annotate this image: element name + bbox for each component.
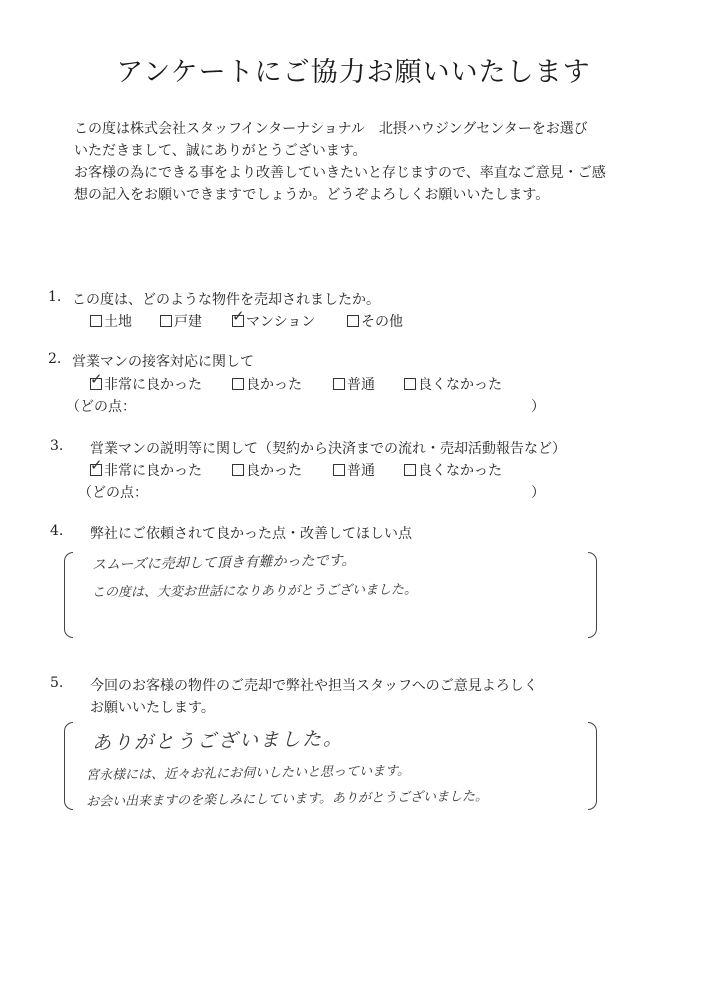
q3-option-good[interactable] [232,460,302,480]
option-label: 土地 [104,314,132,330]
page-title: アンケートにご協力お願いいたします [116,57,591,88]
q2-option-good[interactable] [232,374,302,394]
answer-bracket-left [64,552,73,638]
q5-text-line-2: お願いいたします。 [90,700,215,716]
option-label: 普通 [347,377,375,393]
q5-text-line-1: 今回のお客様の物件のご売却で弊社や担当スタッフへのご意見よろしく [90,678,538,694]
q3-option-normal[interactable] [333,460,375,480]
intro-line-4: 想の記入をお願いできますでしょうか。どうぞよろしくお願いいたします。 [74,187,550,203]
intro-line-3: お客様の為にできる事をより改善していきたいと存じますので、率直なご意見・ご感 [74,165,606,181]
checkbox[interactable] [90,315,102,327]
q3-number: 3. [50,438,64,454]
q3-point-close: ） [531,485,545,501]
q2-option-normal[interactable] [333,374,375,394]
check-mark-icon: ✓ [90,370,103,388]
q4-answer-line-1: スムーズに売却して頂き有難かったです。 [91,552,356,574]
checkbox[interactable] [160,315,172,327]
checkbox[interactable] [232,307,245,327]
check-mark-icon: ✓ [232,307,245,325]
checkbox[interactable] [90,370,103,390]
q1-option-mansion[interactable] [232,307,316,331]
q2-number: 2. [48,351,62,367]
option-label: 普通 [347,463,375,479]
answer-bracket-left [64,722,73,810]
q1-text: この度は、どのような物件を売却されましたか。 [72,292,380,308]
q3-point-label: （どの点： [78,485,148,501]
intro-line-2: いただきまして、誠にありがとうございます。 [74,143,367,159]
q2-text: 営業マンの接客対応に関して [72,354,254,370]
q3-text: 営業マンの説明等に関して（契約から決済までの流れ・売却活動報告など） [90,441,566,457]
q4-answer-line-2: この度は、大変お世話になりありがとうございました。 [91,582,418,601]
checkbox[interactable] [90,456,103,476]
intro-line-1: この度は株式会社スタッフインターナショナル 北摂ハウジングセンターをお選び [74,121,588,137]
q5-answer-line-1: ありがとうございました。 [91,727,345,755]
option-label: 非常に良かった [104,463,202,479]
q5-answer-line-3: お会い出来ますのを楽しみにしています。ありがとうございました。 [85,789,489,810]
q2-point-label: （どの点： [66,399,136,415]
q1-option-house[interactable] [160,311,202,331]
checkbox[interactable] [404,378,416,390]
option-label: 良かった [246,377,302,393]
checkbox[interactable] [232,464,244,476]
q5-answer-line-2: 宮永様には、近々お礼にお伺いしたいと思っています。 [85,763,411,784]
option-label: 良くなかった [418,377,502,393]
option-label: その他 [361,314,403,330]
q4-number: 4. [50,523,64,539]
option-label: 戸建 [174,314,202,330]
q3-option-not-good[interactable] [404,460,502,480]
q4-text: 弊社にご依頼されて良かった点・改善してほしい点 [90,526,412,542]
q2-point-close: ） [531,399,545,415]
checkbox[interactable] [347,315,359,327]
checkbox[interactable] [333,378,345,390]
checkbox[interactable] [333,464,345,476]
option-label: マンション [246,314,316,330]
checkbox[interactable] [404,464,416,476]
answer-bracket-right [588,722,597,810]
q1-number: 1. [48,289,62,305]
option-label: 良かった [246,463,302,479]
q2-option-not-good[interactable] [404,374,502,394]
q2-option-very-good[interactable] [90,370,202,394]
q1-option-land[interactable] [90,311,132,331]
check-mark-icon: ✓ [90,456,103,474]
option-label: 良くなかった [418,463,502,479]
q3-option-very-good[interactable] [90,456,202,480]
q1-option-other[interactable] [347,311,403,331]
q5-number: 5. [50,675,64,691]
answer-bracket-right [588,552,597,638]
checkbox[interactable] [232,378,244,390]
option-label: 非常に良かった [104,377,202,393]
